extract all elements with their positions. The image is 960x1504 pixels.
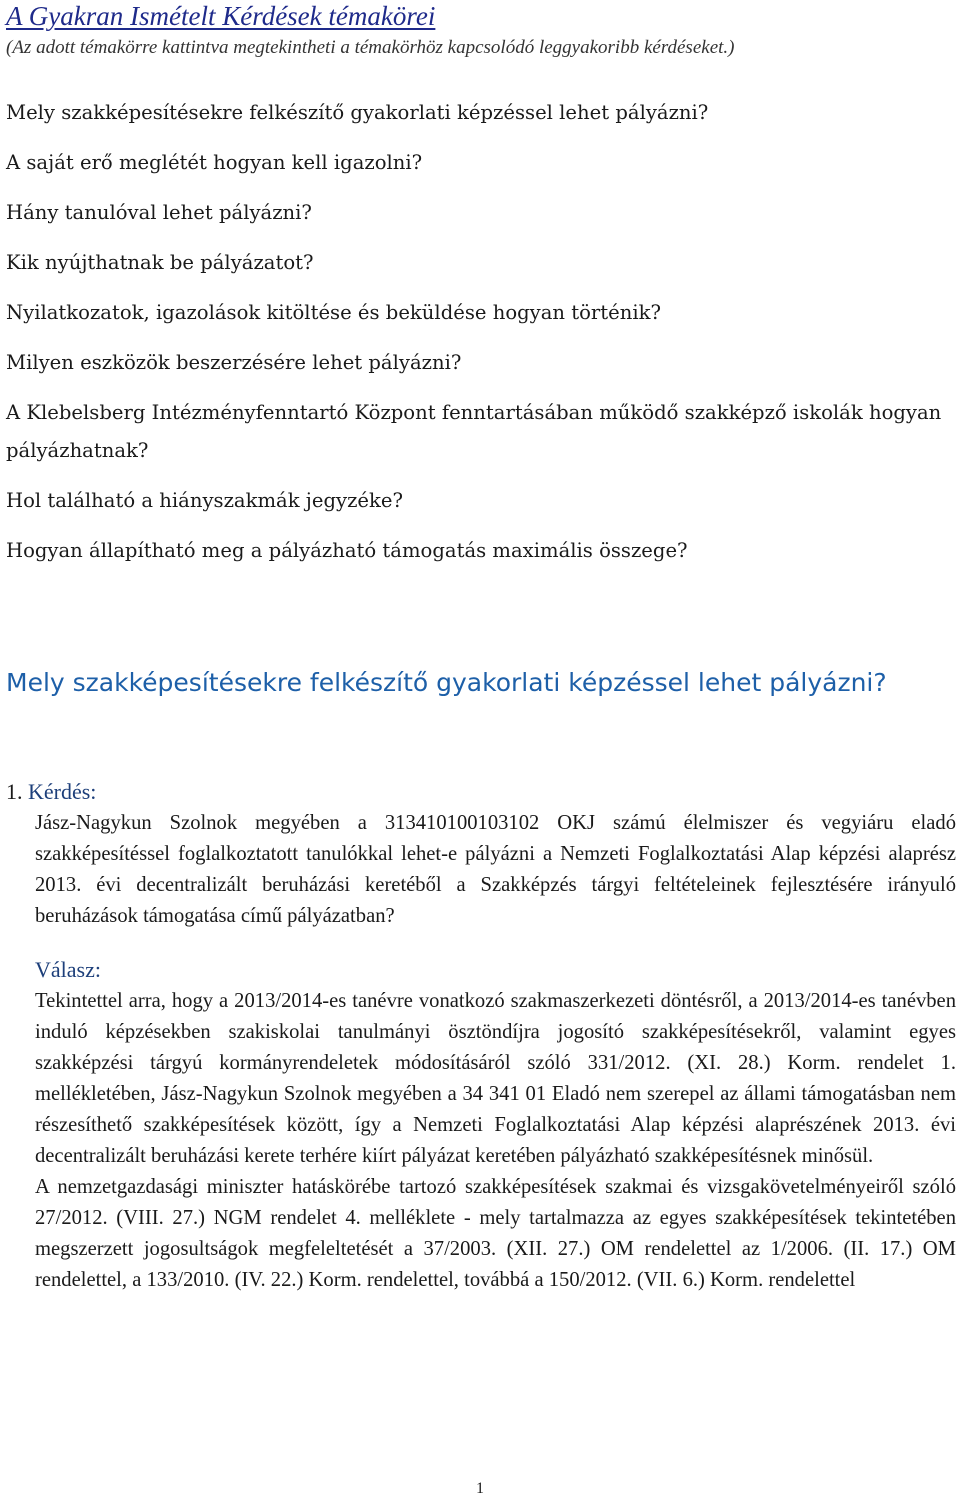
- section-heading: Mely szakképesítésekre felkészítő gyakorlati képzéssel lehet pályázni?: [6, 668, 887, 697]
- topic-link[interactable]: Hogyan állapítható meg a pályázható támogatás maximális összege?: [6, 539, 688, 562]
- page-subtitle: (Az adott témakörre kattintva megtekintheti a témakörhöz kapcsolódó leggyakoribb kérdéseket.): [6, 37, 735, 58]
- question-label-text: Kérdés:: [28, 779, 97, 804]
- topic-item[interactable]: [6, 294, 956, 332]
- page-number: 1: [476, 1480, 484, 1497]
- answer-text: [35, 986, 956, 1296]
- question-answer-block: [6, 776, 956, 1296]
- topic-item[interactable]: [6, 244, 956, 282]
- answer-paragraph: A nemzetgazdasági miniszter hatáskörébe tartozó szakképesítések szakmai és vizsgakövetelményeiről szóló 27/2012. (VIII. 27.) NGM rendelet 4. melléklete - mely tartalmazza az egyes szakképesítések tekintetében megszerzett jogosultságok megfeleltetését a 37/2003. (XII. 27.) OM rendelettel az 1/2006. (II. 17.) OM rendelettel, a 133/2010. (IV. 22.) Korm. rendelettel, továbbá a 150/2012. (VII. 6.) Korm. rendelettel: [35, 1176, 956, 1291]
- topic-item[interactable]: [6, 94, 956, 132]
- topic-link[interactable]: Mely szakképesítésekre felkészítő gyakorlati képzéssel lehet pályázni?: [6, 101, 709, 124]
- topic-item[interactable]: [6, 482, 956, 520]
- topic-item[interactable]: [6, 394, 956, 470]
- answer-paragraph: Tekintettel arra, hogy a 2013/2014-es tanévre vonatkozó szakmaszerkezeti döntésről, a 2013/2014-es tanévben induló képzésekben szakiskolai tanulmányi ösztöndíjra jogosító szakképesítésekről, valamint egyes szakképzési tárgyú kormányrendeletek módosításáról szóló 331/2012. (XI. 28.) Korm. rendelet 1. mellékletében, Jász-Nagykun Szolnok megyében a 34 341 01 Eladó nem szerepel az állami támogatásban nem részesíthető szakképesítések között, így a Nemzeti Foglalkoztatási Alap képzési alaprészének 2013. évi decentralizált beruházási kerete terhére kiírt pályázat keretében pályázható szakképesítésnek minősül.: [35, 990, 956, 1167]
- answer-label: Válasz:: [35, 957, 101, 982]
- question-label: [6, 776, 956, 808]
- topic-link[interactable]: A saját erő meglétét hogyan kell igazolni?: [6, 151, 423, 174]
- topic-item[interactable]: [6, 194, 956, 232]
- topic-item[interactable]: [6, 144, 956, 182]
- topic-link[interactable]: A Klebelsberg Intézményfenntartó Központ fenntartásában működő szakképző iskolák hogyan pályázhatnak?: [6, 401, 942, 462]
- topic-list: [6, 94, 956, 582]
- topic-link[interactable]: Hol található a hiányszakmák jegyzéke?: [6, 489, 403, 512]
- topic-link[interactable]: Nyilatkozatok, igazolások kitöltése és beküldése hogyan történik?: [6, 301, 662, 324]
- topic-item[interactable]: [6, 532, 956, 570]
- question-number: 1.: [6, 779, 23, 804]
- page-title: A Gyakran Ismételt Kérdések témakörei: [6, 1, 436, 31]
- topic-link[interactable]: Kik nyújthatnak be pályázatot?: [6, 251, 314, 274]
- topic-link[interactable]: Hány tanulóval lehet pályázni?: [6, 201, 312, 224]
- topic-link[interactable]: Milyen eszközök beszerzésére lehet pályázni?: [6, 351, 462, 374]
- question-text: Jász-Nagykun Szolnok megyében a 313410100103102 OKJ számú élelmiszer és vegyiáru eladó szakképesítéssel foglalkoztatott tanulókkal lehet-e pályázni a Nemzeti Foglalkoztatási Alap képzési alaprész 2013. évi decentralizált beruházási keretéből a Szakképzés tárgyi feltételeinek fejlesztésére irányuló beruházások támogatása című pályázatban?: [35, 812, 956, 927]
- topic-item[interactable]: [6, 344, 956, 382]
